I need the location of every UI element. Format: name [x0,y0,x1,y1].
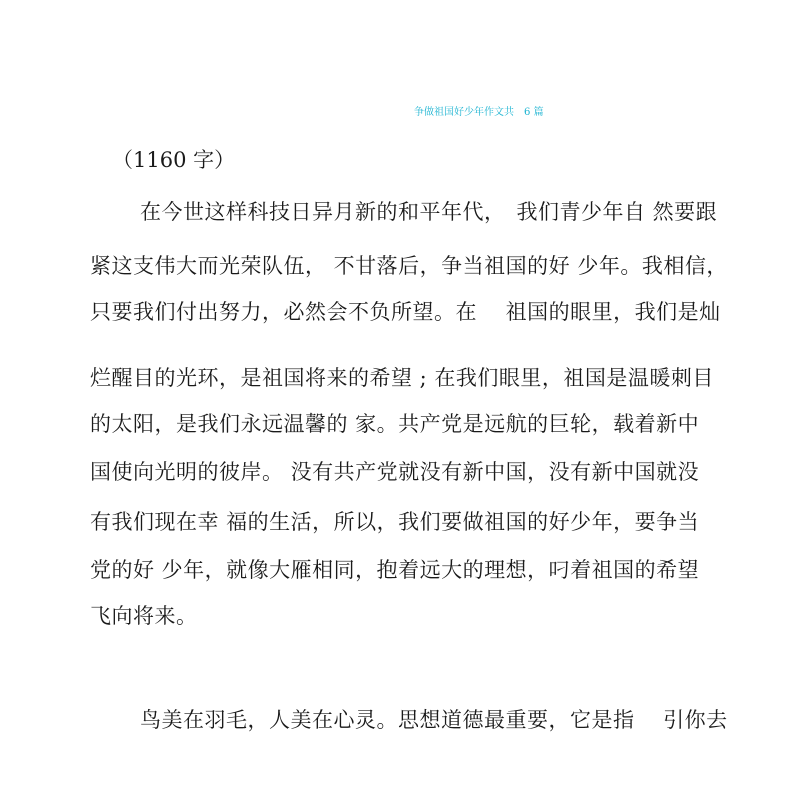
body-line-7: 有我们现在幸 福的生活，所以，我们要做祖国的好少年，要争当 [90,510,700,534]
header-title: 争做祖国好少年作文共 [414,107,514,118]
body-line-8: 党的好 少年，就像大雁相同，抱着远大的理想，叼着祖国的希望 [90,558,700,582]
body-line-1: 在今世这样科技日异月新的和平年代， 我们青少年自 然要跟 [140,200,718,224]
body-line-10: 鸟美在羽毛，人美在心灵。思想道德最重要，它是指 引你去 [140,708,728,732]
body-line-6: 国使向光明的彼岸。 没有共产党就没有新中国，没有新中国就没 [90,460,700,484]
header-count: 6 [524,107,531,118]
word-count: （1160 字） [112,148,236,172]
header-unit: 篇 [533,107,544,118]
body-line-4: 烂醒目的光环，是祖国将来的希望 ; 在我们眼里，祖国是温暖刺目 [90,366,714,390]
body-line-9: 飞向将来。 [90,604,198,628]
body-line-2: 紧这支伟大而光荣队伍， 不甘落后，争当祖国的好 少年。我相信， [90,254,728,278]
body-line-5: 的太阳，是我们永远温馨的 家。共产党是远航的巨轮，载着新中 [90,412,700,436]
body-line-3: 只要我们付出努力，必然会不负所望。在 祖国的眼里，我们是灿 [90,300,721,324]
running-header [414,106,544,120]
